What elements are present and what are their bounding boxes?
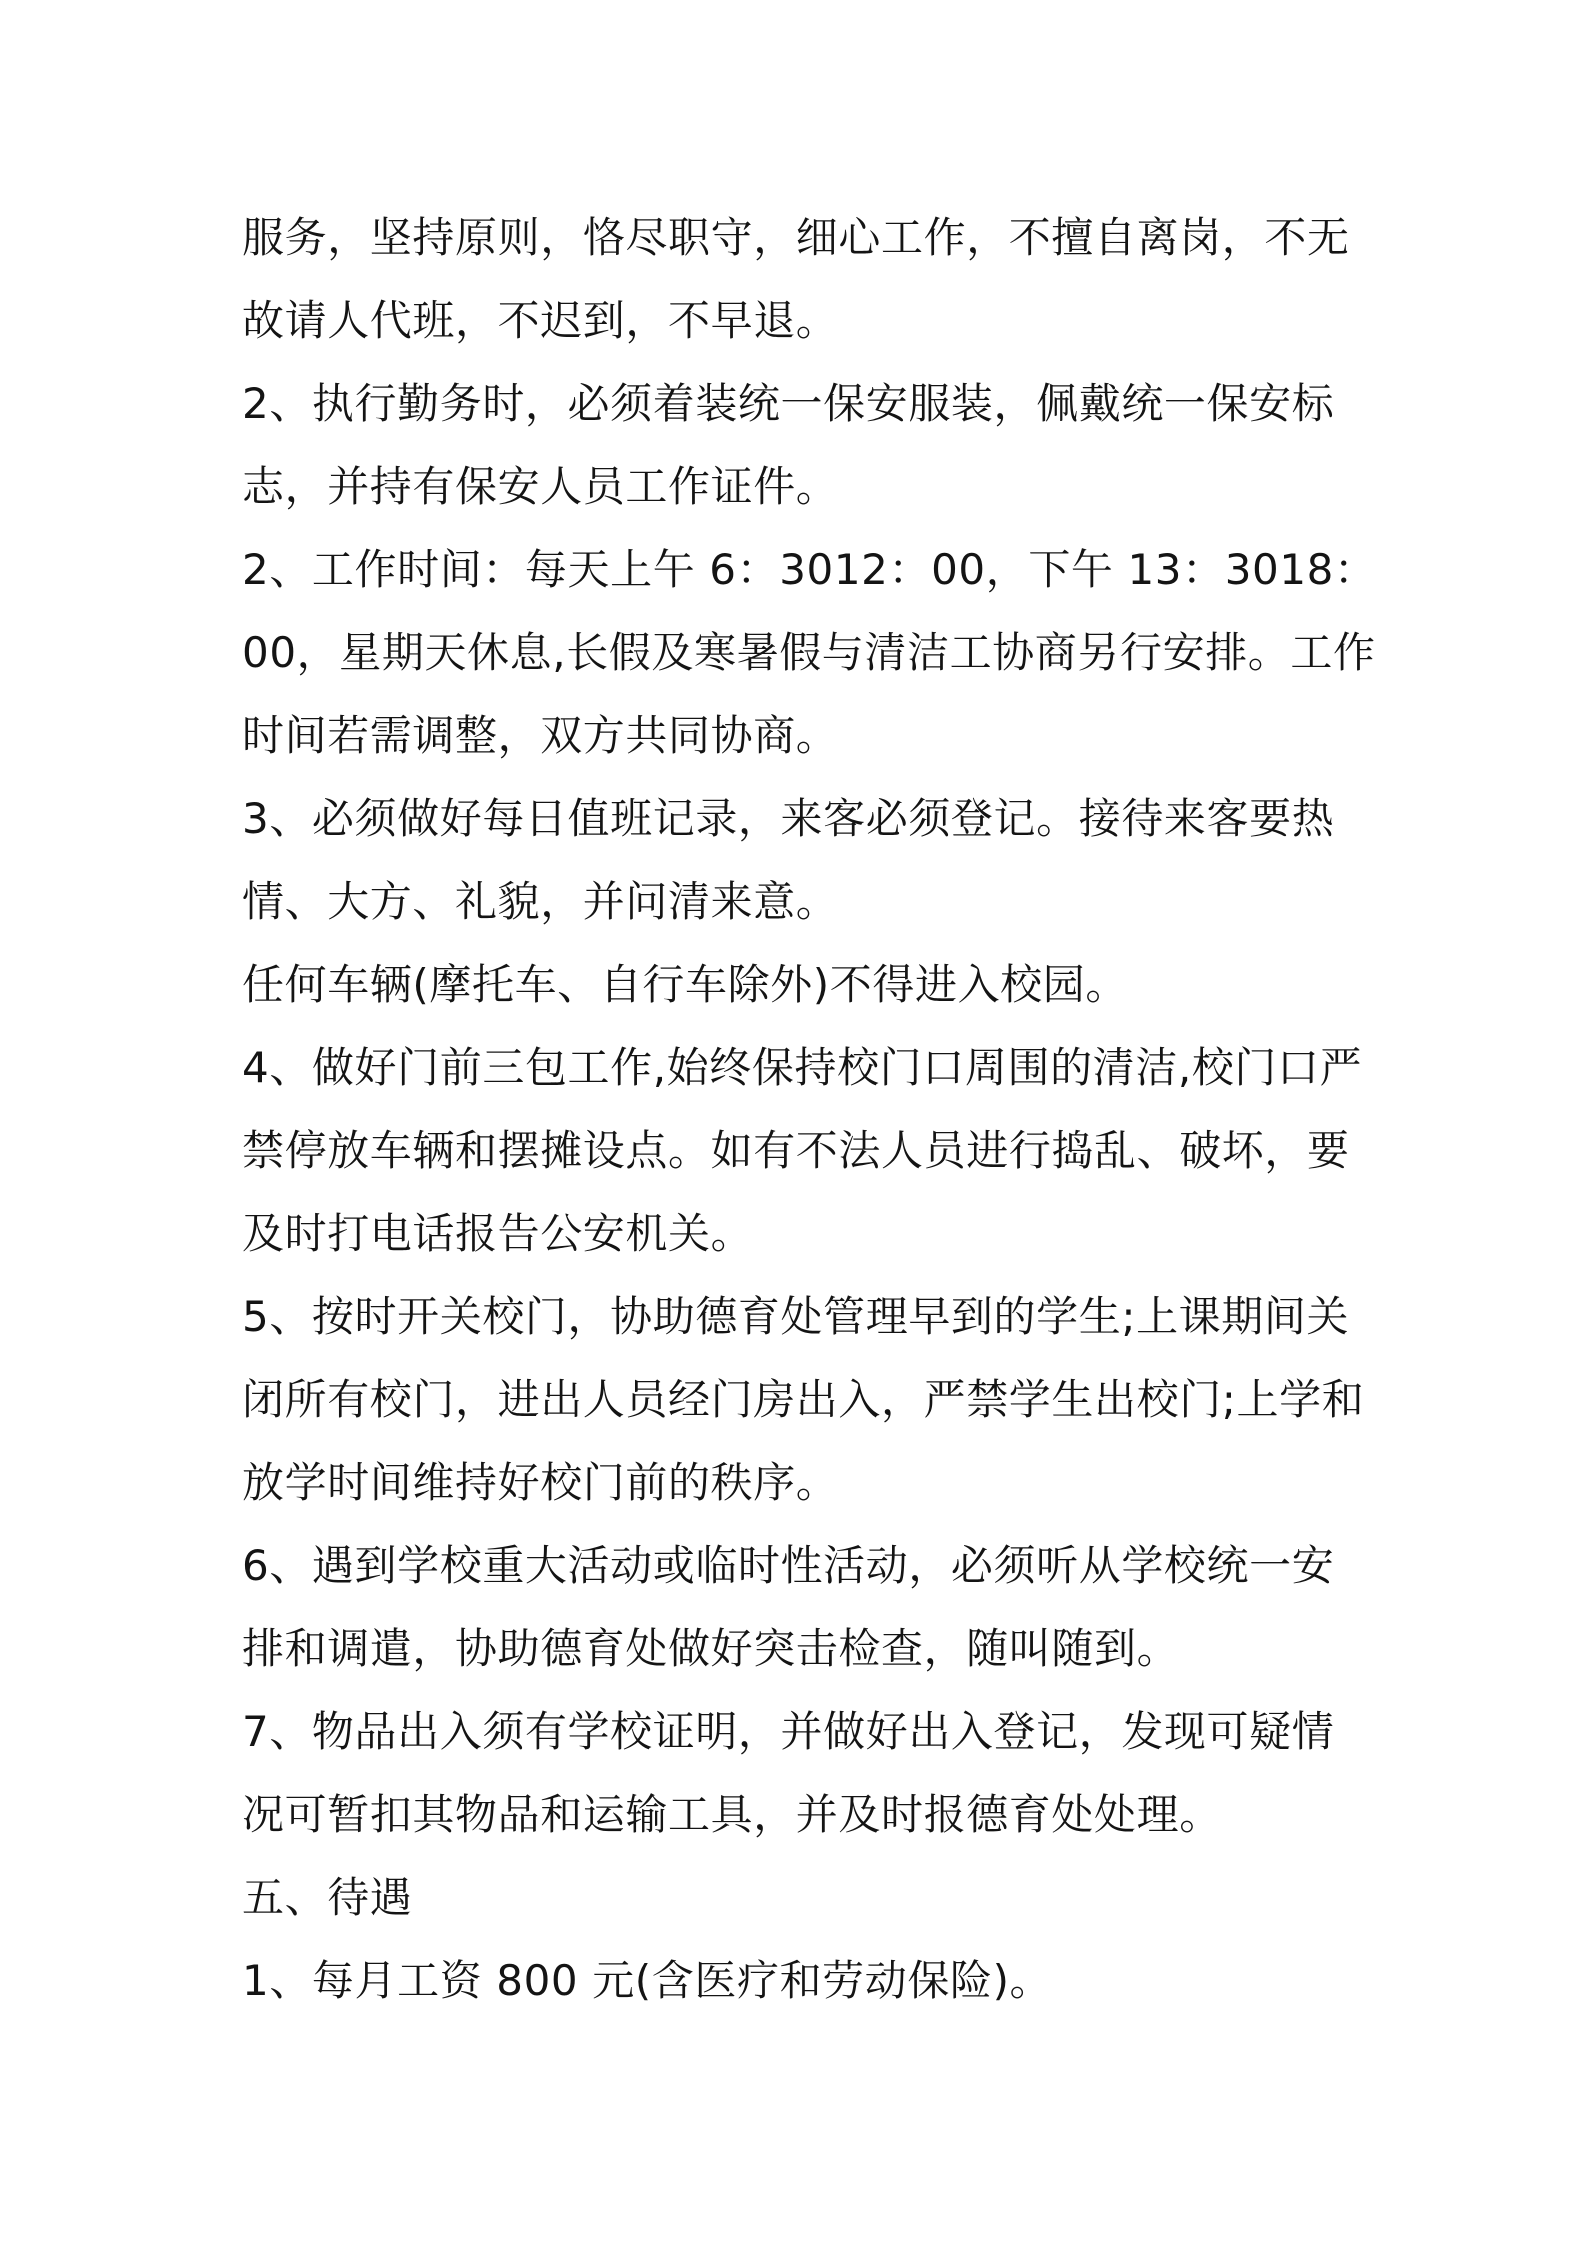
text-line: 5、按时开关校门，协助德育处管理早到的学生;上课期间关 [242,1292,1350,1341]
text-line: 00，星期天休息,长假及寒暑假与清洁工协商另行安排。工作 [242,628,1376,677]
text-line: 时间若需调整，双方共同协商。 [242,711,839,760]
text-line: 2、工作时间：每天上午 6：3012：00，下午 13：3018： [242,545,1377,594]
text-line: 1、每月工资 800 元(含医疗和劳动保险)。 [242,1956,1053,2005]
text-line: 7、物品出入须有学校证明，并做好出入登记，发现可疑情 [242,1707,1335,1756]
text-line: 故请人代班，不迟到，不早退。 [242,296,839,345]
text-line: 排和调遣，协助德育处做好突击检查，随叫随到。 [242,1624,1180,1673]
text-line: 及时打电话报告公安机关。 [242,1209,754,1258]
document-body [242,196,1377,2022]
text-line: 情、大方、礼貌，并问清来意。 [242,877,839,926]
text-line: 2、执行勤务时，必须着装统一保安服装，佩戴统一保安标 [242,379,1335,428]
text-line: 况可暂扣其物品和运输工具，并及时报德育处处理。 [242,1790,1222,1839]
text-line: 闭所有校门，进出人员经门房出入，严禁学生出校门;上学和 [242,1375,1365,1424]
text-line: 6、遇到学校重大活动或临时性活动，必须听从学校统一安 [242,1541,1335,1590]
text-line: 4、做好门前三包工作,始终保持校门口周围的清洁,校门口严 [242,1043,1363,1092]
text-line: 3、必须做好每日值班记录，来客必须登记。接待来客要热 [242,794,1335,843]
text-line: 志，并持有保安人员工作证件。 [242,462,839,511]
text-line: 服务，坚持原则，恪尽职守，细心工作，不擅自离岗，不无 [242,213,1350,262]
text-line: 任何车辆(摩托车、自行车除外)不得进入校园。 [242,960,1128,1009]
text-line: 放学时间维持好校门前的秩序。 [242,1458,839,1507]
text-line: 禁停放车辆和摆摊设点。如有不法人员进行捣乱、破坏，要 [242,1126,1350,1175]
section-heading: 五、待遇 [242,1873,413,1922]
